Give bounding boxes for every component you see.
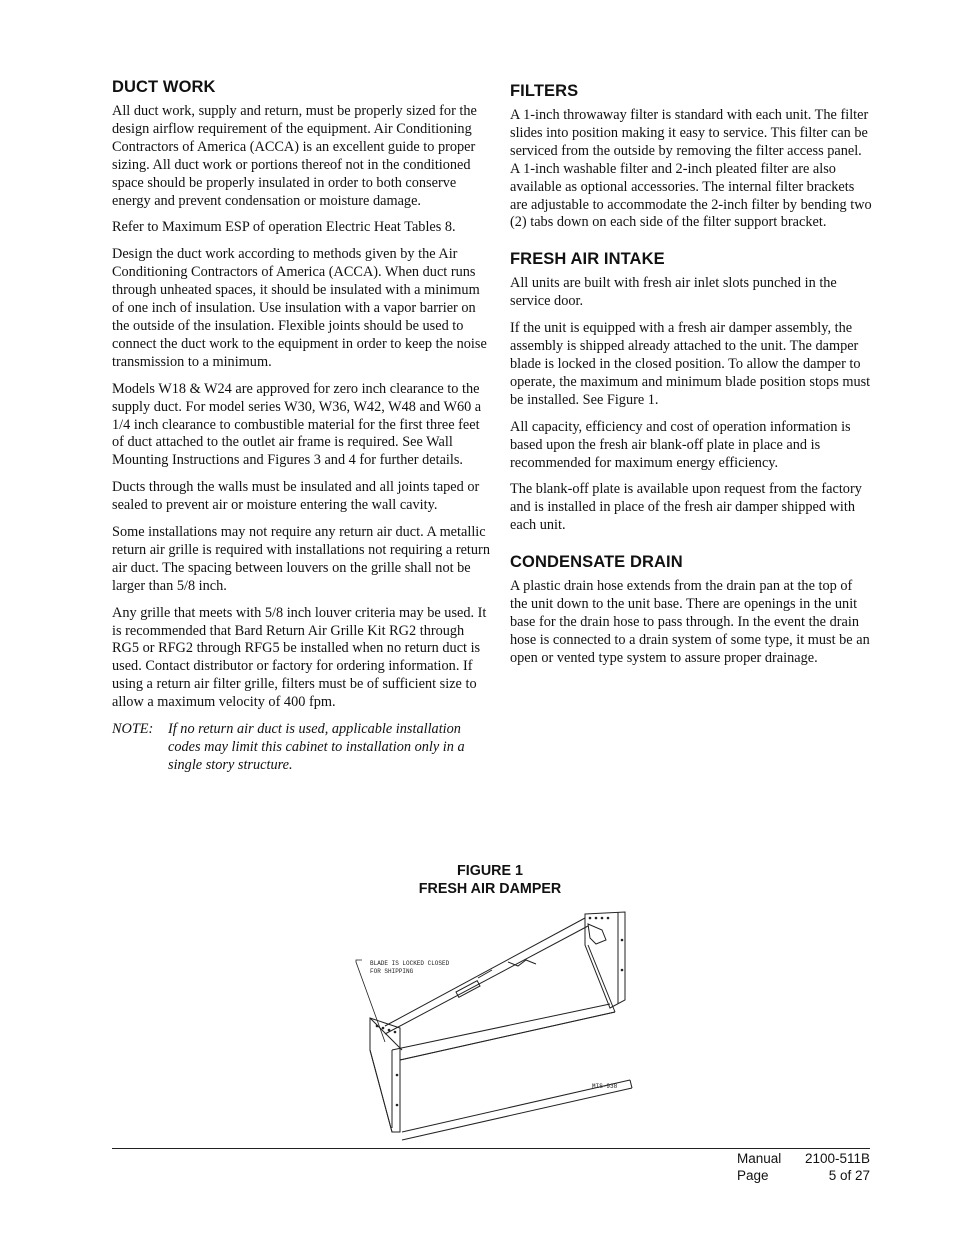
note-label: NOTE: <box>112 721 154 738</box>
duct-work-paragraph-3: Design the duct work according to methods given by the Air Conditioning Contractors of America (ACCA). When duct runs through unheated spaces, it should be insulated with a minimum of one inch of insulation. Use insulation with a vapor barrier on the outside of the insulation. Flexible joints should be used to connect the duct work to the equipment in order to keep the noise transmission to a minimum. <box>112 246 487 370</box>
fresh-air-paragraph-3: All capacity, efficiency and cost of operation information is based upon the fresh air blank-off plate in place and is recommended for maximum energy efficiency. <box>510 418 851 471</box>
manual-label: Manual <box>737 1151 782 1166</box>
duct-work-paragraph-5: Ducts through the walls must be insulated and all joints taped or sealed to prevent air or moisture entering the wall cavity. <box>112 479 480 514</box>
fresh-air-heading: FRESH AIR INTAKE <box>510 250 665 269</box>
duct-work-section <box>112 78 492 775</box>
footer-rule <box>112 1148 870 1149</box>
callout-line-2: FOR SHIPPING <box>370 968 414 975</box>
drawing-id: MIS-938 <box>592 1083 618 1090</box>
footer-manual-row <box>737 1150 870 1167</box>
duct-work-paragraph-1: All duct work, supply and return, must be properly sized for the design airflow requirement of the equipment. Air Conditioning Contractors of America (ACCA) is an excellent guide to proper sizing. All duct work or portions thereof not in the conditioned space should be properly insulated in order to both conserve energy and prevent condensation or moisture damage. <box>112 103 477 209</box>
filters-heading: FILTERS <box>510 82 579 100</box>
right-column <box>510 82 872 686</box>
page-label: Page <box>737 1168 769 1183</box>
fresh-air-paragraph-1: All units are built with fresh air inlet slots punched in the service door. <box>510 275 837 310</box>
manual-number: 2100-511B <box>804 1151 870 1166</box>
figure-caption <box>390 862 590 898</box>
fresh-air-paragraph-2: If the unit is equipped with a fresh air damper assembly, the assembly is shipped already attached to the unit. The damper blade is locked in the closed position. To allow the damper to operate, the maximum and minimum blade position stops must be installed. See Figure 1. <box>510 320 871 408</box>
left-end-bracket <box>370 1018 400 1132</box>
figure-label: FIGURE 1 <box>457 863 523 879</box>
footer-page-row <box>737 1167 870 1184</box>
callout-line-1: BLADE IS LOCKED CLOSED <box>370 960 450 967</box>
right-end-bracket <box>585 912 625 1008</box>
note-text: If no return air duct is used, applicable installation codes may limit this cabinet to installation only in a single story structure. <box>168 721 465 773</box>
fresh-air-paragraph-4: The blank-off plate is available upon request from the factory and is installed in place of the fresh air damper shipped with each unit. <box>510 481 862 534</box>
condensate-paragraph-1: A plastic drain hose extends from the drain pan at the top of the unit down to the unit base. There are openings in the unit base for the drain hose to pass through. In the event the drain hose is connected to a drain system of some type, it must be an open or vented type system to assure proper drainage. <box>510 578 870 666</box>
condensate-heading: CONDENSATE DRAIN <box>510 553 683 572</box>
fresh-air-damper-drawing <box>340 900 640 1150</box>
footer <box>737 1150 870 1184</box>
page-number: 5 of 27 <box>828 1168 870 1183</box>
fresh-air-section <box>510 250 872 535</box>
filters-section <box>510 82 872 232</box>
duct-work-paragraph-2: Refer to Maximum ESP of operation Electric Heat Tables 8. <box>112 219 456 236</box>
left-column <box>112 78 492 793</box>
figure-title: FRESH AIR DAMPER <box>418 881 562 897</box>
condensate-section <box>510 553 872 668</box>
duct-work-paragraph-6: Some installations may not require any return air duct. A metallic return air grille is required with installations not requiring a return air duct. The spacing between louvers on the grille shall not be larger than 5/8 inch. <box>112 524 490 594</box>
duct-work-note <box>112 721 492 775</box>
duct-work-paragraph-4: Models W18 & W24 are approved for zero inch clearance to the supply duct. For model series W30, W36, W42, W48 and W60 a 1/4 inch clearance to combustible material for the first three feet of duct attached to the outlet air frame is required. See Wall Mounting Instructions and Figures 3 and 4 for further details. <box>112 380 482 469</box>
filters-paragraph-1: A 1-inch throwaway filter is standard with each unit. The filter slides into position making it easy to service. This filter can be serviced from the outside by removing the filter access panel. A 1-inch washable filter and 2-inch pleated filter are also available as optional accessories. The internal filter brackets are adjustable to accommodate the 2-inch filter by bending two (2) tabs down on each side of the filter support bracket. <box>510 107 872 231</box>
duct-work-heading: DUCT WORK <box>112 78 216 96</box>
duct-work-paragraph-7: Any grille that meets with 5/8 inch louver criteria may be used. It is recommended that Bard Return Air Grille Kit RG2 through RG5 or RFG2 through RFG5 be installed when no return duct is used. Contact distributor or factory for ordering information. If using a return air filter grille, filters must be of sufficient size to allow a maximum velocity of 400 fpm. <box>112 604 487 711</box>
